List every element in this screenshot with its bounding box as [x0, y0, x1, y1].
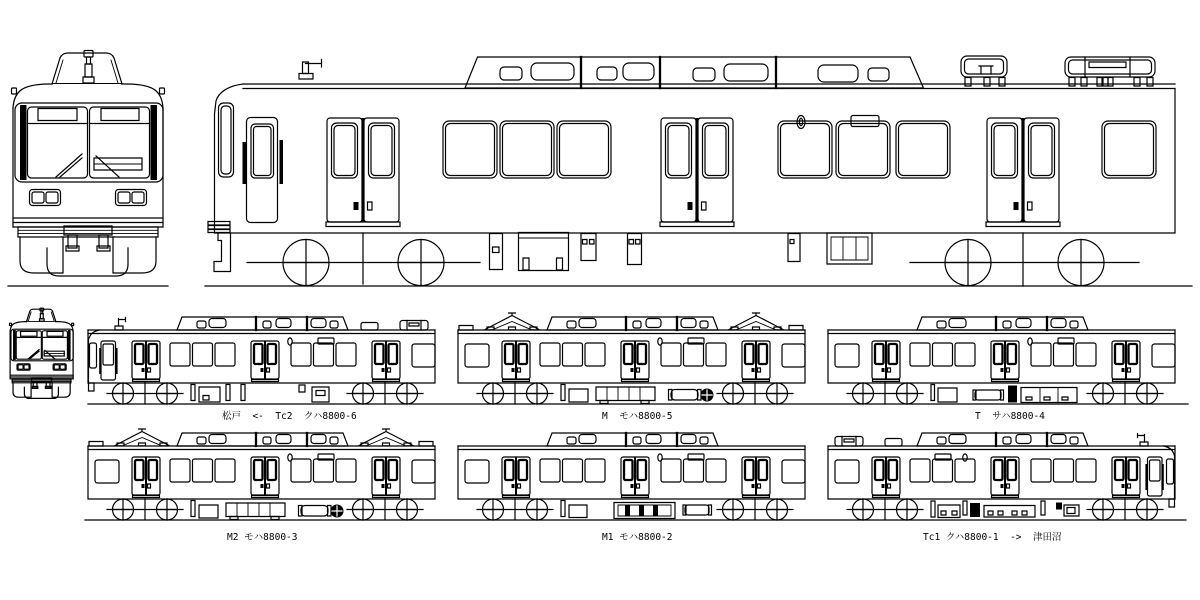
door-set: [986, 118, 1060, 227]
car-caption-m: M モハ8800-5: [602, 411, 673, 422]
door-set: [660, 118, 734, 227]
car-side-view-m: [458, 313, 805, 404]
front-view-small: [9, 308, 73, 398]
car-side-view-tc1: [828, 433, 1175, 520]
anticlimber: [208, 222, 230, 233]
front-step: [214, 233, 231, 272]
car-side-view-t: [828, 317, 1175, 404]
car-side-view-tc2: [88, 317, 435, 404]
front-view-large: [12, 51, 165, 277]
roof-equipment-boxes: [961, 56, 1155, 86]
antenna-icon: [299, 60, 322, 80]
car-caption-t: T サハ8800-4: [975, 411, 1045, 422]
roof-vent-housing: [465, 57, 924, 88]
car-side-view-m1: [458, 433, 805, 520]
cab-door: [243, 118, 284, 223]
car-side-view-m2: [88, 429, 435, 520]
car-caption-tc1: Tc1 クハ8800-1 -> 津田沼: [923, 532, 1062, 543]
underfloor-equipment: [490, 233, 873, 271]
car-caption-m1: M1 モハ8800-2: [602, 532, 673, 543]
bogies: [247, 233, 1139, 286]
car-caption-tc2: 松戸 <- Tc2 クハ8800-6: [222, 411, 357, 422]
door-set: [326, 118, 400, 227]
emblem-icon: [797, 116, 805, 129]
car-caption-m2: M2 モハ8800-3: [227, 532, 298, 543]
side-view-large: [208, 56, 1175, 286]
